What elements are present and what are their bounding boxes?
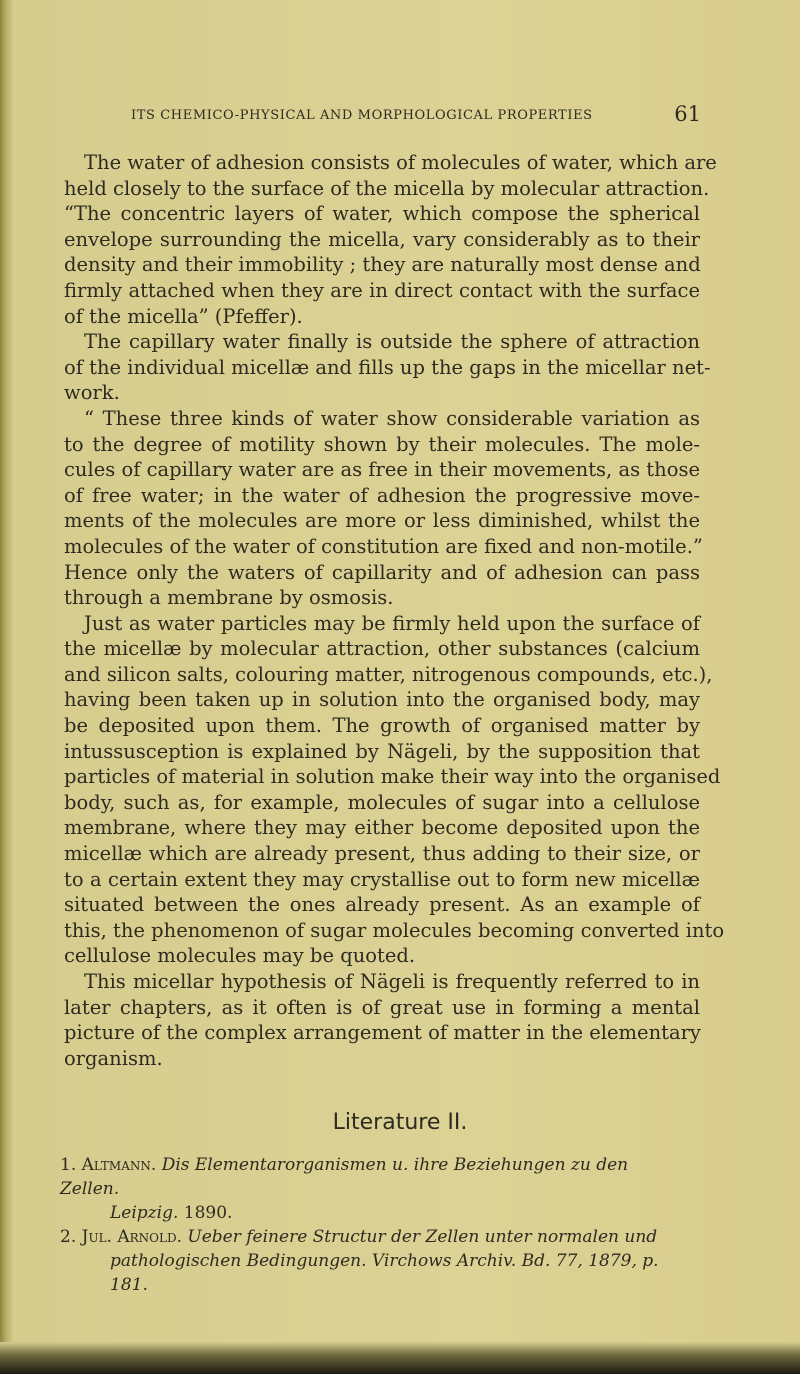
page-number: 61 — [674, 102, 701, 126]
text-line: Hence only the waters of capillarity and of adhesion can pass — [64, 560, 700, 584]
text-line: density and their immobility ; they are naturally most dense and — [64, 253, 701, 277]
page-edge-shadow — [0, 1342, 800, 1374]
reference-place: pathologischen Bedingungen. Virchows Archiv. — [110, 1251, 517, 1271]
text-line: Just as water particles may be firmly held upon the surface of — [84, 611, 700, 635]
text-line: The capillary water finally is outside the sphere of attraction — [84, 330, 700, 354]
paragraph — [64, 329, 711, 406]
text-line: body, such as, for example, molecules of sugar into a cellulose — [64, 790, 700, 814]
reference-item — [60, 1153, 690, 1225]
reference-details: 1890. — [183, 1203, 233, 1223]
text-line: micellæ which are already present, thus adding to their size, or — [64, 842, 700, 866]
text-line: cellulose molecules may be quoted. — [64, 944, 416, 968]
text-line: membrane, where they may either become deposited upon the — [64, 816, 700, 840]
text-line: work. — [64, 381, 120, 405]
text-line: through a membrane by osmosis. — [64, 586, 394, 610]
reference-number: 1. — [60, 1155, 77, 1175]
text-line: of the micella” (Pfeffer). — [64, 304, 303, 328]
reference-number: 2. — [60, 1227, 77, 1247]
reference-title: Ueber feinere Structur der Zellen unter normalen und — [187, 1227, 658, 1247]
text-line: molecules of the water of constitution are fixed and non-motile.” — [64, 534, 703, 558]
paragraph — [64, 969, 700, 1071]
text-line: organism. — [64, 1046, 163, 1070]
reference-title: Dis Elementarorganismen u. ihre Beziehungen zu den Zellen. — [60, 1155, 629, 1199]
paragraph — [64, 611, 725, 969]
text-line: to a certain extent they may crystallise out to form new micellæ — [64, 867, 700, 891]
text-line: picture of the complex arrangement of matter in the elementary — [64, 1021, 701, 1045]
text-line: envelope surrounding the micella, vary considerably as to their — [64, 227, 700, 251]
running-title: ITS CHEMICO-PHYSICAL AND MORPHOLOGICAL PROPERTIES — [131, 108, 593, 123]
text-line: of the individual micellæ and fills up the gaps in the micellar net- — [64, 355, 711, 379]
text-line: The water of adhesion consists of molecules of water, which are — [84, 151, 717, 174]
paragraph — [64, 150, 717, 329]
reference-place: Leipzig. — [110, 1203, 179, 1223]
text-line: cules of capillary water are as free in their movements, as those — [64, 458, 700, 482]
reference-author: Altmann. — [81, 1155, 157, 1175]
text-line: be deposited upon them. The growth of organised matter by — [64, 714, 700, 738]
text-line: this, the phenomenon of sugar molecules becoming converted into — [64, 918, 725, 942]
text-line: particles of material in solution make their way into the organised — [64, 765, 721, 789]
reference-details: Bd. 77, 1879, p. 181. — [110, 1251, 659, 1295]
paragraph — [64, 406, 703, 611]
text-line: This micellar hypothesis of Nägeli is frequently referred to in — [84, 970, 700, 993]
text-line: and silicon salts, colouring matter, nitrogenous compounds, etc.), — [64, 662, 713, 686]
text-line: held closely to the surface of the micella by molecular attraction. — [64, 176, 710, 200]
reference-item — [60, 1225, 690, 1297]
text-line: intussusception is explained by Nägeli, by the supposition that — [64, 739, 700, 763]
running-header — [131, 102, 701, 126]
text-line: of free water; in the water of adhesion the progressive move- — [64, 483, 700, 507]
text-line: having been taken up in solution into the organised body, may — [64, 688, 700, 712]
text-line: “ These three kinds of water show considerable variation as — [84, 406, 700, 430]
literature-heading: Literature II. — [332, 1110, 468, 1135]
text-line: “The concentric layers of water, which compose the spherical — [64, 202, 700, 226]
text-line: later chapters, as it often is of great use in forming a mental — [64, 995, 700, 1019]
body-text — [64, 150, 725, 1071]
text-line: the micellæ by molecular attraction, other substances (calcium — [64, 637, 700, 661]
text-line: to the degree of motility shown by their molecules. The mole- — [64, 432, 700, 456]
reference-author: Jul. Arnold. — [81, 1227, 182, 1247]
text-line: firmly attached when they are in direct contact with the surface — [64, 278, 700, 302]
text-line: situated between the ones already present. As an example of — [64, 893, 700, 917]
text-line: ments of the molecules are more or less diminished, whilst the — [64, 509, 700, 533]
reference-list — [60, 1153, 690, 1297]
